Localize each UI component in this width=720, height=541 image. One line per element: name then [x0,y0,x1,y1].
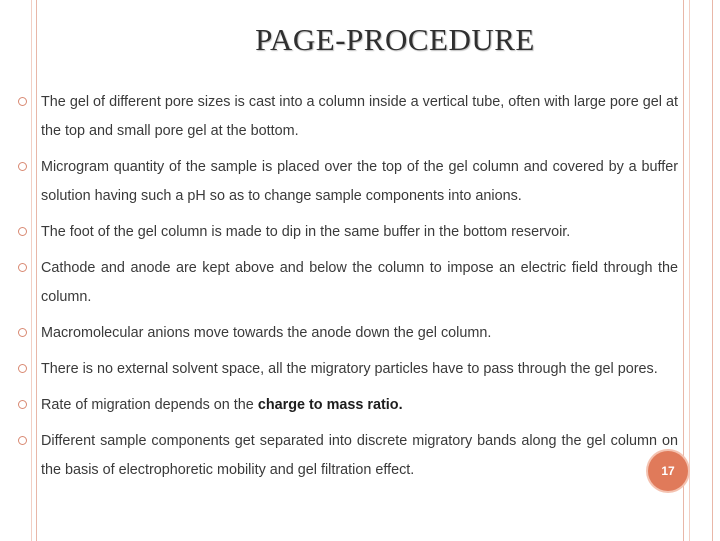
bullet-circle-icon [18,328,27,337]
bullet-list [18,88,678,492]
bullet-item [18,319,678,348]
bullet-circle-icon [18,263,27,272]
bullet-text: There is no external solvent space, all the migratory particles have to pass through the gel pores. [41,361,658,377]
bullet-circle-icon [18,436,27,445]
bullet-text: Microgram quantity of the sample is placed over the top of the gel column and covered by a buffer solution having such a pH so as to change sample components into anions. [41,159,678,204]
bullet-text: Macromolecular anions move towards the anode down the gel column. [41,325,492,341]
bullet-circle-icon [18,400,27,409]
bullet-text: The gel of different pore sizes is cast into a column inside a vertical tube, often with large pore gel at the top and small pore gel at the bottom. [41,94,678,139]
bullet-text: Cathode and anode are kept above and below the column to impose an electric field through the column. [41,260,678,305]
bullet-text: Rate of migration depends on the [41,397,258,413]
bullet-circle-icon [18,97,27,106]
bullet-item [18,391,678,420]
bullet-item [18,355,678,384]
decorative-frame-right [683,0,713,541]
bullet-text: The foot of the gel column is made to dip in the same buffer in the bottom reservoir. [41,224,571,240]
bullet-item [18,153,678,211]
bullet-item [18,427,678,485]
bullet-circle-icon [18,364,27,373]
bullet-item [18,254,678,312]
bullet-circle-icon [18,227,27,236]
page-number-badge: 17 [648,451,688,491]
bullet-circle-icon [18,162,27,171]
bullet-item [18,88,678,146]
slide-title: PAGE-PROCEDURE [255,22,535,57]
bullet-emphasis: charge to mass ratio. [257,397,403,413]
bullet-item [18,218,678,247]
bullet-text: Different sample components get separated into discrete migratory bands along the gel column on the basis of electrophoretic mobility and gel filtration effect. [41,433,678,478]
